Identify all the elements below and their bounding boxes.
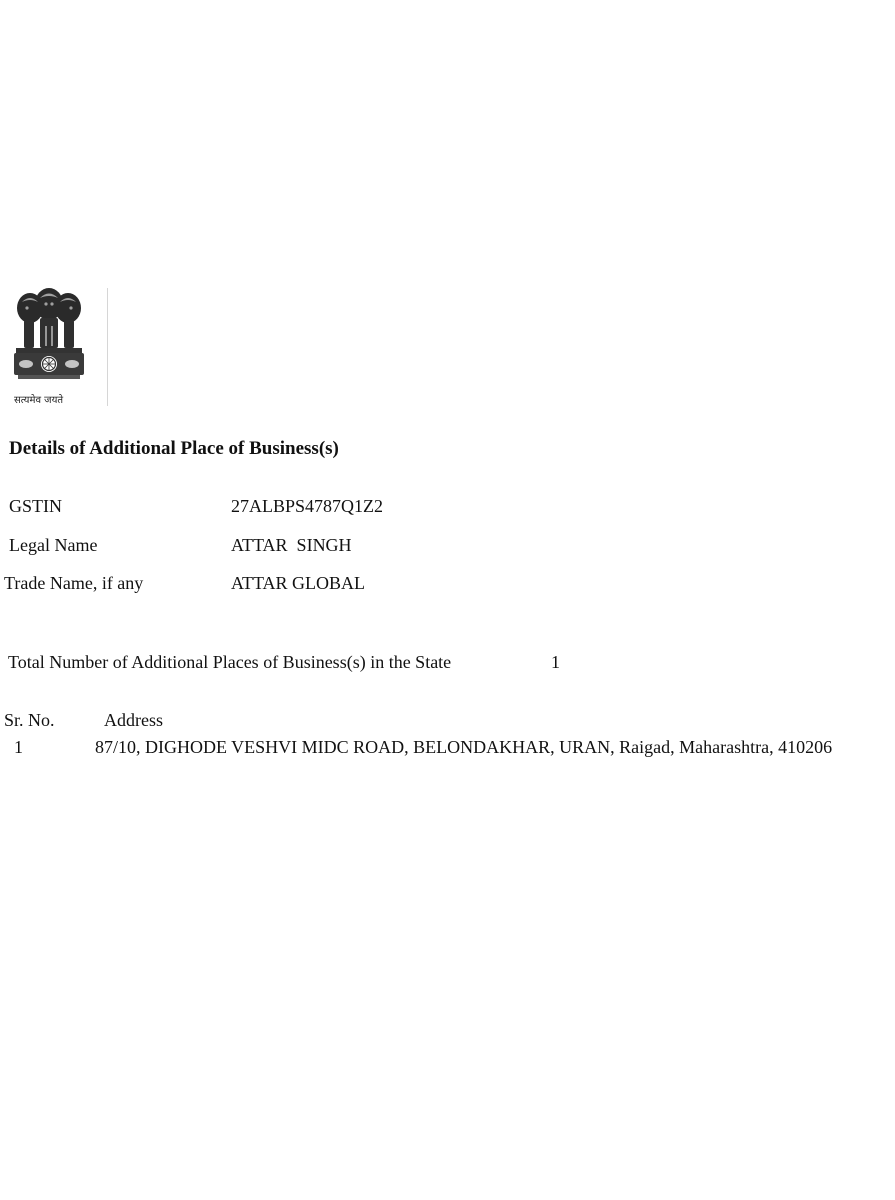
total-places-label: Total Number of Additional Places of Business(s) in the State [8,652,452,672]
state-emblem-icon [10,286,88,382]
page-title: Details of Additional Place of Business(s) [9,438,339,459]
legal-name-label: Legal Name [9,535,98,555]
gstin-value: 27ALBPS4787Q1Z2 [231,496,384,516]
gstin-label: GSTIN [9,496,62,516]
legal-name-value: ATTAR SINGH [231,535,352,555]
trade-name-value: ATTAR GLOBAL [231,573,366,593]
emblem-divider [107,288,108,406]
trade-name-label: Trade Name, if any [4,573,144,593]
table-cell-sr-no: 1 [14,737,23,757]
emblem-motto: सत्यमेव जयते [14,395,64,406]
total-places-value: 1 [551,652,560,672]
column-header-sr-no: Sr. No. [4,710,55,730]
table-cell-address: 87/10, DIGHODE VESHVI MIDC ROAD, BELONDAKHAR, URAN, Raigad, Maharashtra, 410206 [95,737,833,757]
column-header-address: Address [104,710,163,730]
